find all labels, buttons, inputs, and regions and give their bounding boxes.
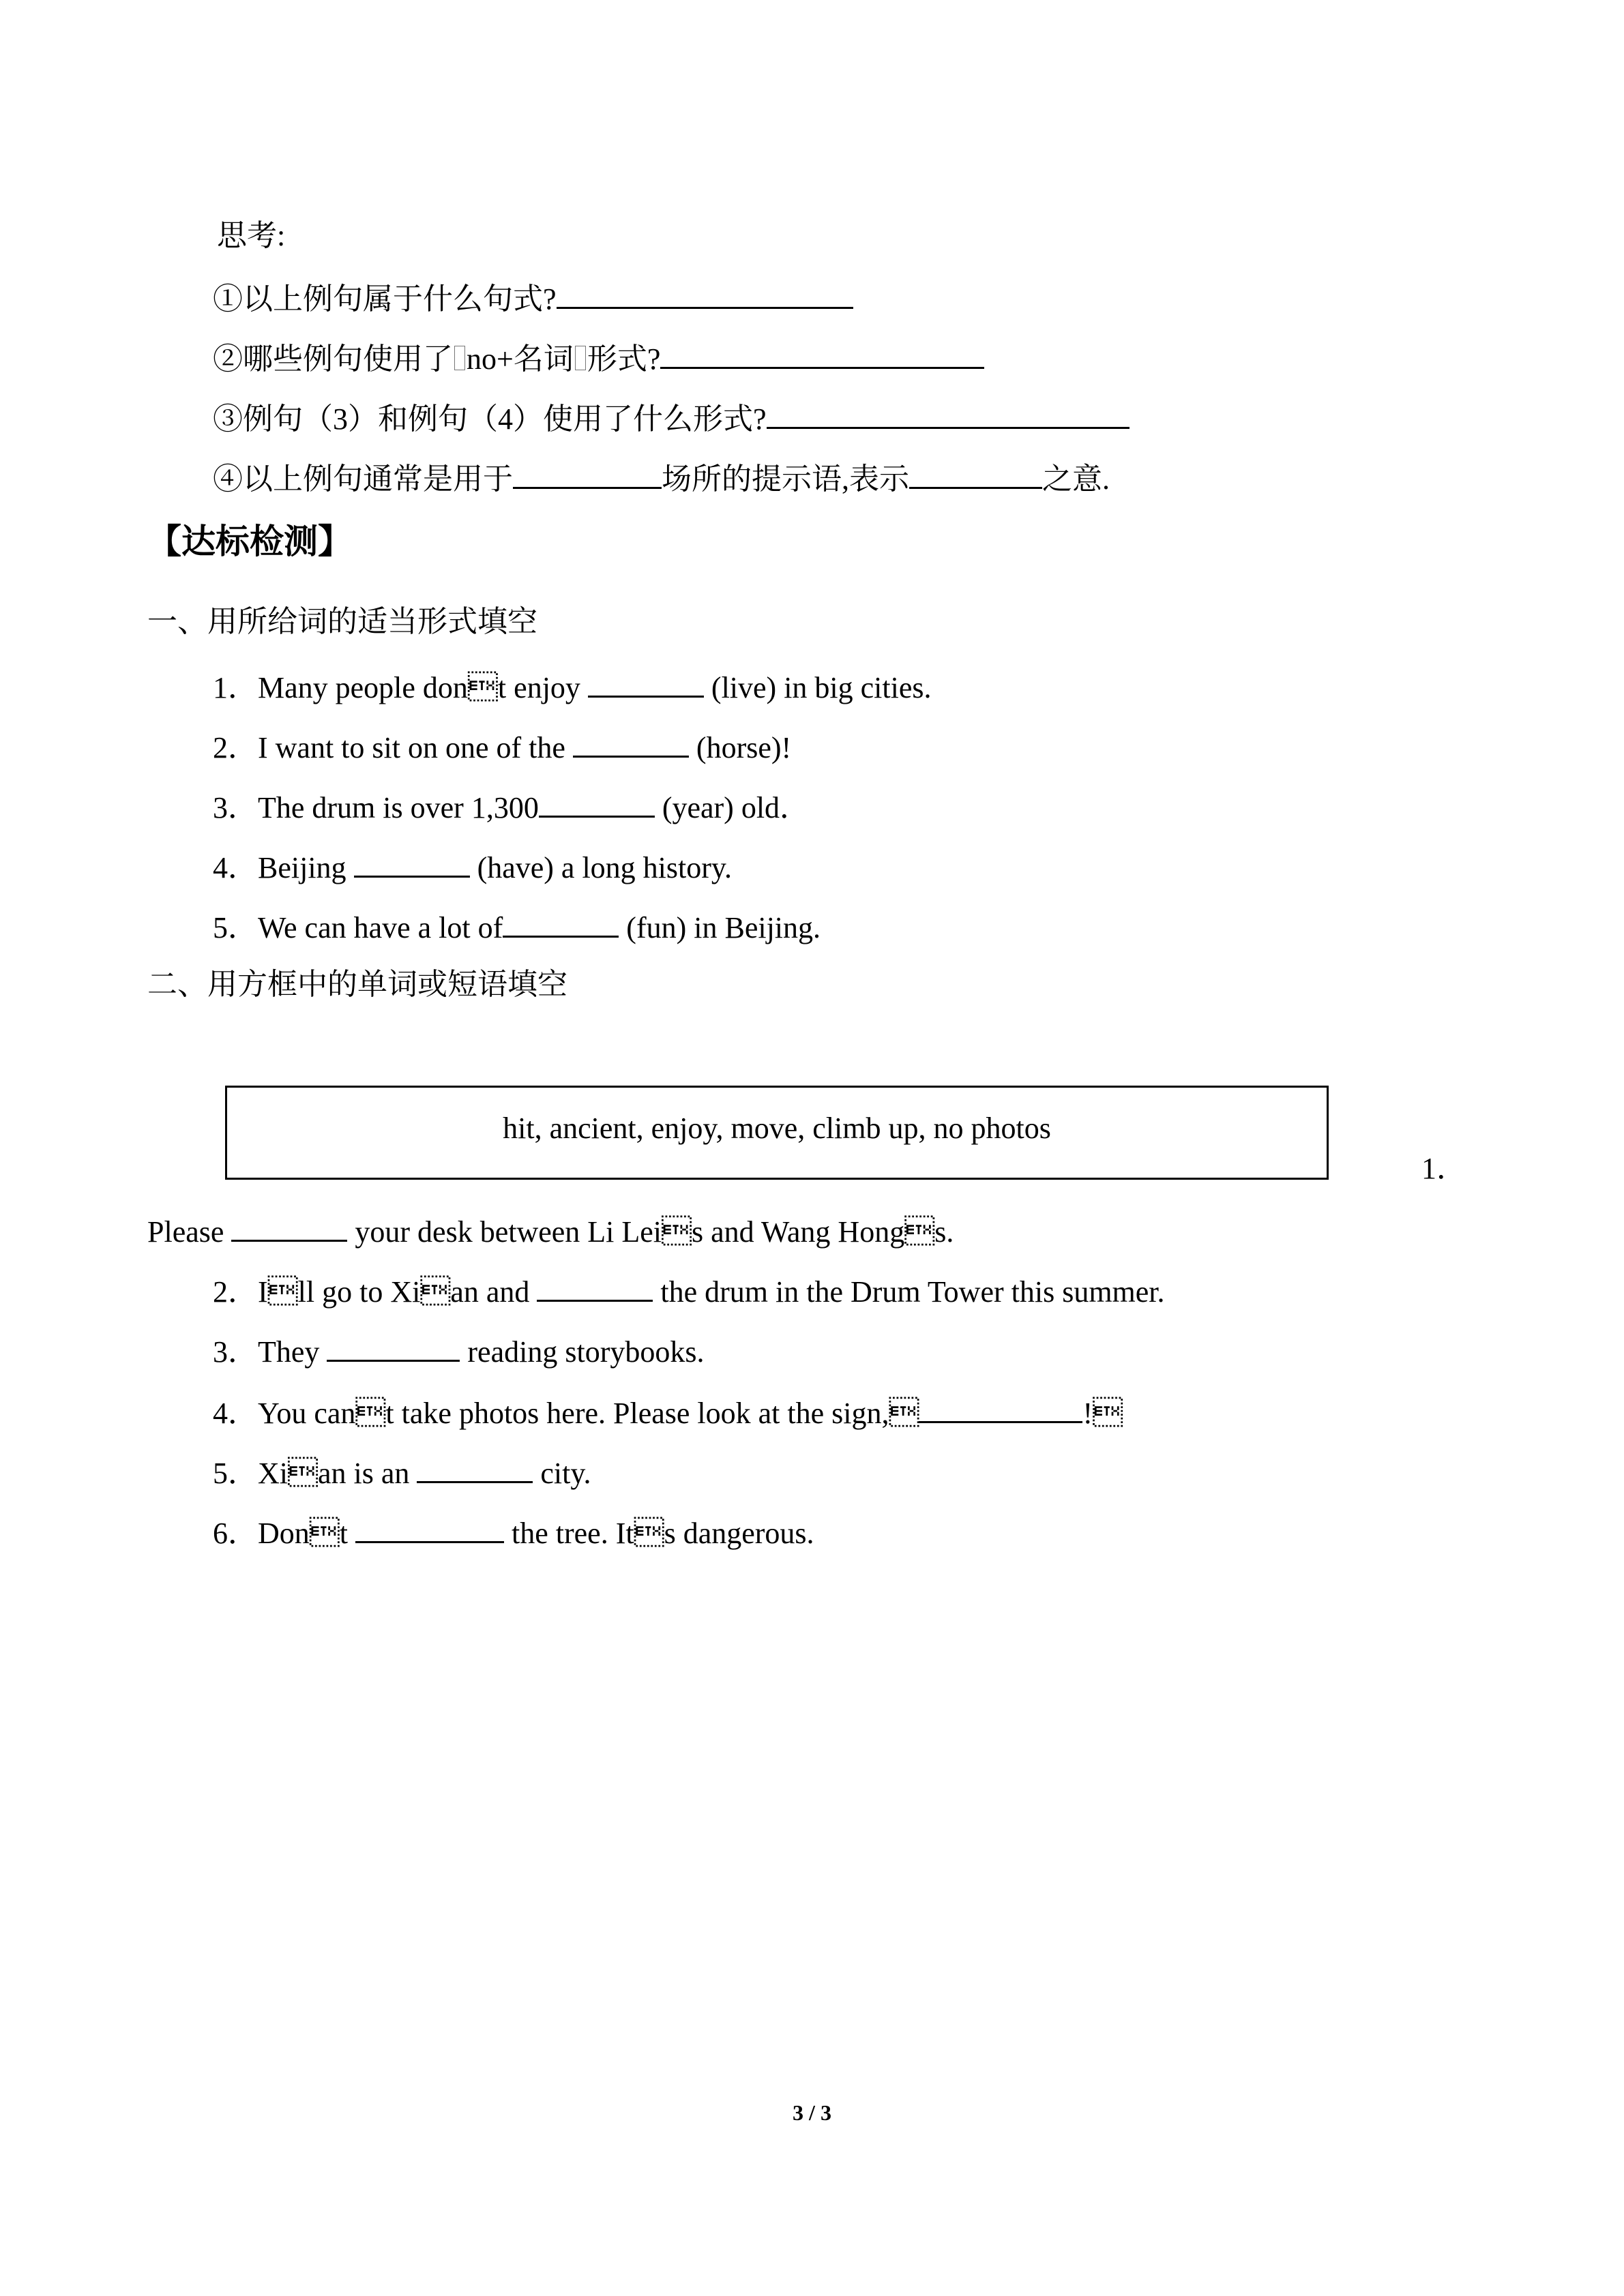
placeholder-glyph-icon [575, 346, 586, 370]
fill-blank[interactable] [537, 1270, 653, 1302]
fill-blank[interactable] [417, 1451, 533, 1483]
part1-item-4: 4．Beijing (have) a long history. [213, 846, 732, 887]
fill-blank[interactable] [231, 1210, 347, 1242]
answer-blank[interactable] [513, 457, 662, 489]
fill-blank[interactable] [539, 786, 655, 818]
think-question-3: ③例句（3）和例句（4）使用了什么形式? [213, 397, 1130, 438]
think-label: 思考: [217, 219, 286, 252]
part1-item-2: 2．I want to sit on one of the (horse)! [213, 726, 791, 767]
part2-item-6: 6．Dont the tree. Its dangerous. [213, 1511, 814, 1553]
fill-blank[interactable] [573, 726, 689, 758]
part2-item-1-number: 1． [1421, 1152, 1466, 1185]
section-title: 【达标检测】 [147, 522, 352, 561]
think-question-4: ④以上例句通常是用于 场所的提示语,表示 之意. [213, 457, 1110, 498]
answer-blank[interactable] [909, 457, 1042, 489]
answer-blank[interactable] [660, 337, 984, 369]
part2-title: 二、用方框中的单词或短语填空 [147, 968, 567, 1001]
word-box: hit, ancient, enjoy, move, climb up, no photos [225, 1086, 1329, 1180]
part2-item-2: 2．Ill go to Xian and the drum in the Drum Tower this summer. [213, 1270, 1165, 1311]
page-number: 3 / 3 [793, 2100, 831, 2125]
think-question-1: ①以上例句属于什么句式? [213, 277, 853, 318]
part2-item-5: 5．Xian is an city. [213, 1451, 591, 1493]
fill-blank[interactable] [354, 846, 470, 878]
answer-blank[interactable] [557, 277, 853, 309]
fill-blank[interactable] [919, 1391, 1082, 1423]
part2-item-1: Please your desk between Li Leis and Wang Hongs. [147, 1210, 954, 1251]
placeholder-glyph-icon [454, 346, 465, 370]
part2-item-4: 4．You cant take photos here. Please look at the sign, ! [213, 1391, 1123, 1433]
fill-blank[interactable] [503, 906, 619, 938]
think-question-2: ②哪些例句使用了 no+名词 形式? [213, 337, 984, 378]
answer-blank[interactable] [767, 397, 1130, 429]
part1-title: 一、用所给词的适当形式填空 [147, 605, 537, 638]
part1-item-1: 1．Many people dont enjoy (live) in big cities. [213, 666, 932, 707]
fill-blank[interactable] [588, 666, 704, 698]
part1-item-5: 5．We can have a lot of (fun) in Beijing. [213, 906, 821, 947]
part2-item-3: 3．They reading storybooks. [213, 1330, 704, 1371]
fill-blank[interactable] [327, 1330, 460, 1362]
part1-item-3: 3．The drum is over 1,300 (year) old． [213, 786, 810, 827]
fill-blank[interactable] [355, 1511, 504, 1543]
